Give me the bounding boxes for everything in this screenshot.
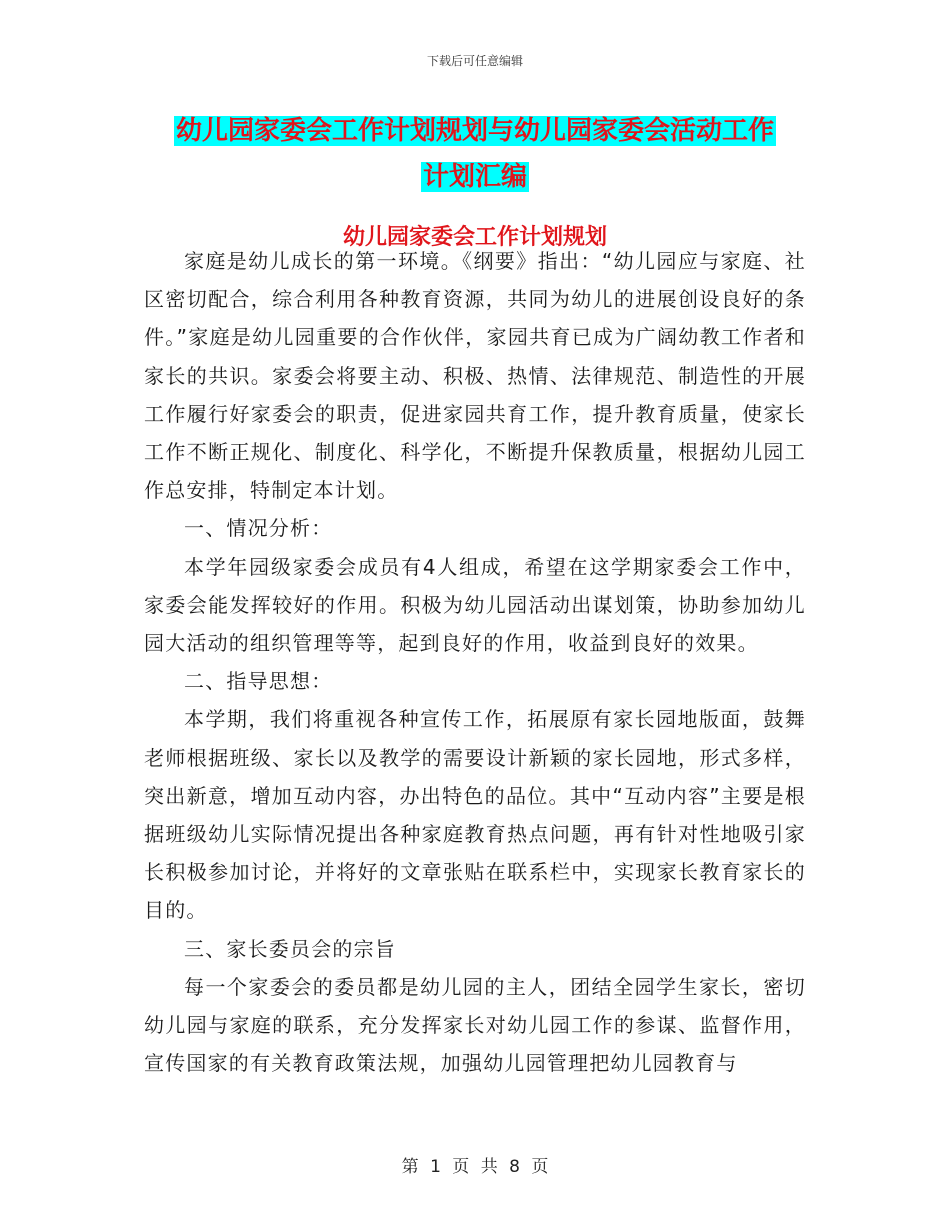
main-title-line-1: 幼儿园家委会工作计划规划与幼儿园家委会活动工作 [175,116,774,146]
heading-guiding-thought: 二、指导思想： [184,669,333,694]
header-note: 下载后可任意编辑 [426,54,523,68]
page-number-footer: 第 1 页 共 8 页 [401,1157,549,1177]
paragraph-guiding-thought: 本学期，我们将重视各种宣传工作，拓展原有家长园地版面，鼓舞老师根据班级、家长以及教学的需要设计新颖的家长园地，形式多样，突出新意，增加互动内容，办出特色的品位。其中“互动内容”主要是根据班级幼儿实际情况提出各种家庭教育热点问题，再有针对性地吸引家长积极参加讨论，并将好的文章张贴在联系栏中，实现家长教育家长的目的。 [144,707,806,923]
main-title-line-2: 计划汇编 [422,162,527,192]
paragraph-situation-analysis: 本学年园级家委会成员有4人组成，希望在这学期家委会工作中，家委会能发挥较好的作用。积极为幼儿园活动出谋划策，协助参加幼儿园大活动的组织管理等等，起到良好的作用，收益到良好的效果。 [144,554,806,656]
paragraph-committee-purpose: 每一个家委会的委员都是幼儿园的主人，团结全园学生家长，密切幼儿园与家庭的联系，充分发挥家长对幼儿园工作的参谋、监督作用，宣传国家的有关教育政策法规，加强幼儿园管理把幼儿园教育与 [144,974,806,1076]
main-title [140,108,810,200]
heading-situation-analysis: 一、情况分析： [184,516,333,541]
paragraph-intro: 家庭是幼儿成长的第一环境。《纲要》指出：“幼儿园应与家庭、社区密切配合，综合利用各种教育资源，共同为幼儿的进展创设良好的条件。”家庭是幼儿园重要的合作伙伴，家园共育已成为广阔幼教工作者和家长的共识。家委会将要主动、积极、热情、法律规范、制造性的开展工作履行好家委会的职责，促进家园共育工作，提升教育质量，使家长工作不断正规化、制度化、科学化，不断提升保教质量，根据幼儿园工作总安排，特制定本计划。 [144,249,806,503]
section-title: 幼儿园家委会工作计划规划 [342,225,607,250]
body-text [144,242,806,1082]
heading-committee-purpose: 三、家长委员会的宗旨 [184,936,396,961]
